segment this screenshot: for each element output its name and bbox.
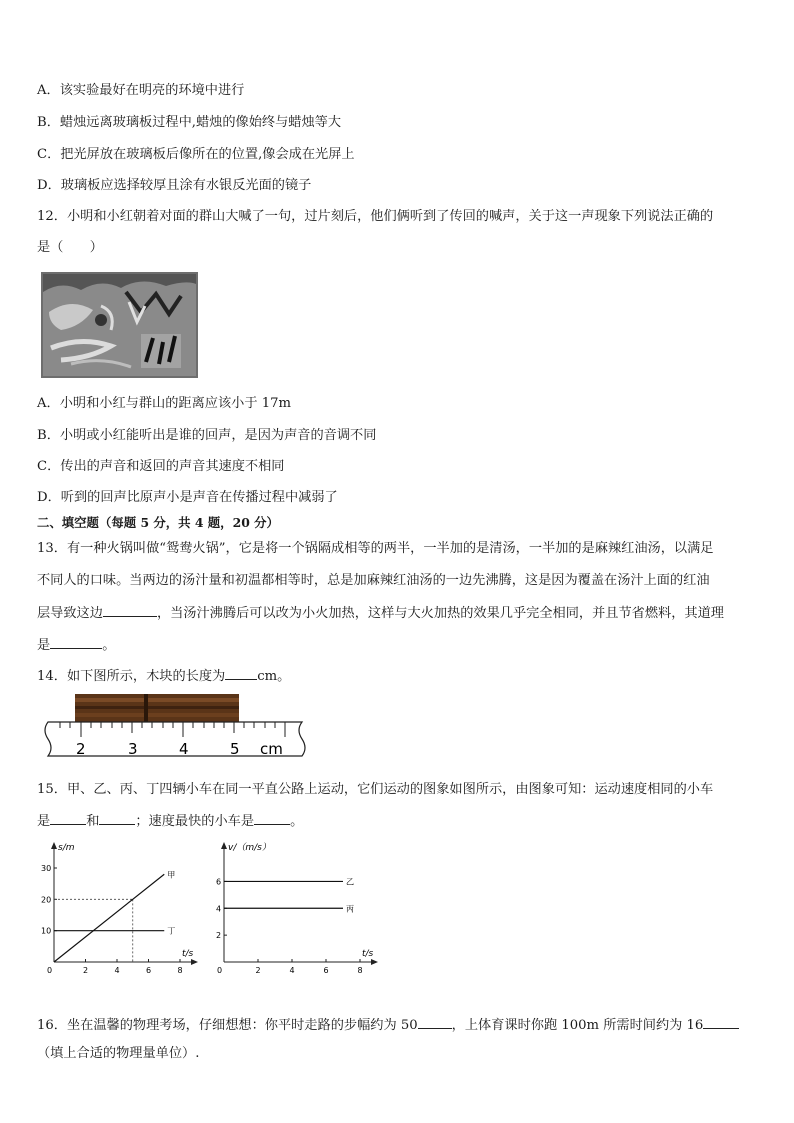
q15-line2-c: ；速度最快的小车是 bbox=[135, 814, 255, 829]
x-tick-label-0: 0 bbox=[47, 966, 53, 975]
ruler-label-2: 2 bbox=[76, 740, 86, 758]
q14-ruler-figure bbox=[40, 692, 312, 764]
q13-line3-after-blank: ，当汤汁沸腾后可以改为小火加热，这样与大火加热的效果几乎完全相同，并且节省燃料，其道理 bbox=[156, 606, 724, 621]
wood-block bbox=[75, 694, 239, 722]
x-axis-arrow bbox=[371, 959, 378, 965]
q13-line4 bbox=[37, 636, 115, 654]
x-tick-label-6: 6 bbox=[323, 966, 329, 975]
s-t-chart bbox=[30, 843, 202, 975]
x-axis-arrow bbox=[191, 959, 198, 965]
q16-line1-b: ，上体育课时你跑 100m 所需时间约为 16 bbox=[451, 1018, 704, 1033]
q13-line4-before-blank: 是 bbox=[37, 638, 51, 653]
series-line-0 bbox=[54, 874, 164, 962]
q12-stem-line1: 12．小明和小红朝着对面的群山大喊了一句，过片刻后，他们俩听到了传回的喊声，关于这一声现象下列说法正确的 bbox=[37, 209, 714, 224]
section-title: 二、填空题（每题 5 分，共 4 题，20 分） bbox=[37, 515, 279, 530]
q13-line4-after-blank: 。 bbox=[102, 638, 116, 653]
q15-line2 bbox=[37, 812, 303, 830]
q11-option-c: C．把光屏放在玻璃板后像所在的位置,像会成在光屏上 bbox=[37, 147, 355, 162]
x-tick-label-2: 2 bbox=[83, 966, 89, 975]
y-axis-arrow bbox=[221, 842, 227, 849]
q15-line2-a: 是 bbox=[37, 814, 51, 829]
q16-line2: （填上合适的物理量单位）. bbox=[37, 1046, 200, 1061]
x-tick-label-4: 4 bbox=[289, 966, 295, 975]
ruler-label-4: 4 bbox=[179, 740, 189, 758]
q13-line2: 不同人的口味。当两边的汤汁量和初温都相等时，总是加麻辣红油汤的一边先沸腾，这是因为覆盖在汤汁上面的红油 bbox=[37, 573, 710, 588]
q12-option-c: C．传出的声音和返回的声音其速度不相同 bbox=[37, 459, 285, 474]
q11-option-b: B．蜡烛远离玻璃板过程中,蜡烛的像始终与蜡烛等大 bbox=[37, 115, 342, 130]
q13-blank-1[interactable] bbox=[103, 604, 157, 617]
q14-blank[interactable] bbox=[225, 667, 257, 680]
q16-blank-2[interactable] bbox=[703, 1016, 739, 1029]
q13-line1: 13．有一种火锅叫做“鸳鸯火锅”，它是将一个锅隔成相等的两半，一半加的是清汤，一半加的是麻辣红油汤，以满足 bbox=[37, 541, 714, 556]
q15-blank-2[interactable] bbox=[99, 812, 135, 825]
q13-line3-before-blank: 层导致这边 bbox=[37, 606, 103, 621]
q14-stem-before-blank: 14．如下图所示，木块的长度为 bbox=[37, 669, 226, 684]
q12-option-d: D．听到的回声比原声小是声音在传播过程中减弱了 bbox=[37, 490, 338, 505]
y-tick-label-6: 6 bbox=[216, 877, 222, 887]
ruler-unit: cm bbox=[260, 740, 283, 758]
q12-option-b: B．小明或小红能听出是谁的回声，是因为声音的音调不同 bbox=[37, 428, 377, 443]
q11-option-d: D．玻璃板应选择较厚且涂有水银反光面的镜子 bbox=[37, 178, 312, 193]
series-label-0: 乙 bbox=[346, 877, 354, 887]
x-tick-label-8: 8 bbox=[177, 966, 183, 975]
q12-stem-line2: 是（ ） bbox=[37, 240, 103, 255]
ruler-label-3: 3 bbox=[128, 740, 138, 758]
q14-stem-after-blank: cm。 bbox=[257, 669, 291, 684]
q14-stem bbox=[37, 667, 290, 685]
q15-blank-3[interactable] bbox=[254, 812, 290, 825]
q13-line3 bbox=[37, 604, 724, 622]
q15-line2-d: 。 bbox=[290, 814, 304, 829]
x-tick-label-4: 4 bbox=[114, 966, 120, 975]
q16-blank-1[interactable] bbox=[418, 1016, 452, 1029]
x-axis-label: t/s bbox=[182, 949, 194, 959]
y-tick-label-4: 4 bbox=[216, 904, 222, 914]
q12-option-a: A．小明和小红与群山的距离应该小于 17m bbox=[37, 396, 291, 411]
q12-mountain-echo-image bbox=[41, 272, 198, 378]
q16-line1-a: 16．坐在温馨的物理考场，仔细想想：你平时走路的步幅约为 50 bbox=[37, 1018, 418, 1033]
series-label-0: 甲 bbox=[167, 870, 176, 880]
v-t-chart bbox=[200, 843, 384, 975]
y-axis-label: v/（m/s） bbox=[228, 843, 271, 853]
series-label-1: 丙 bbox=[346, 904, 354, 914]
q15-line1: 15．甲、乙、丙、丁四辆小车在同一平直公路上运动，它们运动的图象如图所示，由图象可知：运动速度相同的小车 bbox=[37, 782, 714, 797]
x-tick-label-6: 6 bbox=[146, 966, 152, 975]
series-label-1: 丁 bbox=[167, 926, 176, 936]
x-axis-label: t/s bbox=[362, 949, 374, 959]
ruler-label-5: 5 bbox=[230, 740, 240, 758]
q11-option-a: A．该实验最好在明亮的环境中进行 bbox=[37, 83, 245, 98]
q15-line2-b: 和 bbox=[86, 814, 100, 829]
y-axis-arrow bbox=[51, 842, 57, 849]
q16-line1 bbox=[37, 1016, 739, 1034]
y-axis-label: s/m bbox=[58, 843, 75, 853]
q13-blank-2[interactable] bbox=[50, 636, 102, 649]
q15-blank-1[interactable] bbox=[50, 812, 86, 825]
y-tick-label-20: 20 bbox=[41, 895, 52, 905]
x-tick-label-2: 2 bbox=[255, 966, 261, 975]
y-tick-label-30: 30 bbox=[41, 864, 52, 873]
y-tick-label-10: 10 bbox=[41, 926, 52, 936]
x-tick-label-0: 0 bbox=[217, 966, 223, 975]
x-tick-label-8: 8 bbox=[357, 966, 363, 975]
y-tick-label-2: 2 bbox=[216, 931, 222, 941]
